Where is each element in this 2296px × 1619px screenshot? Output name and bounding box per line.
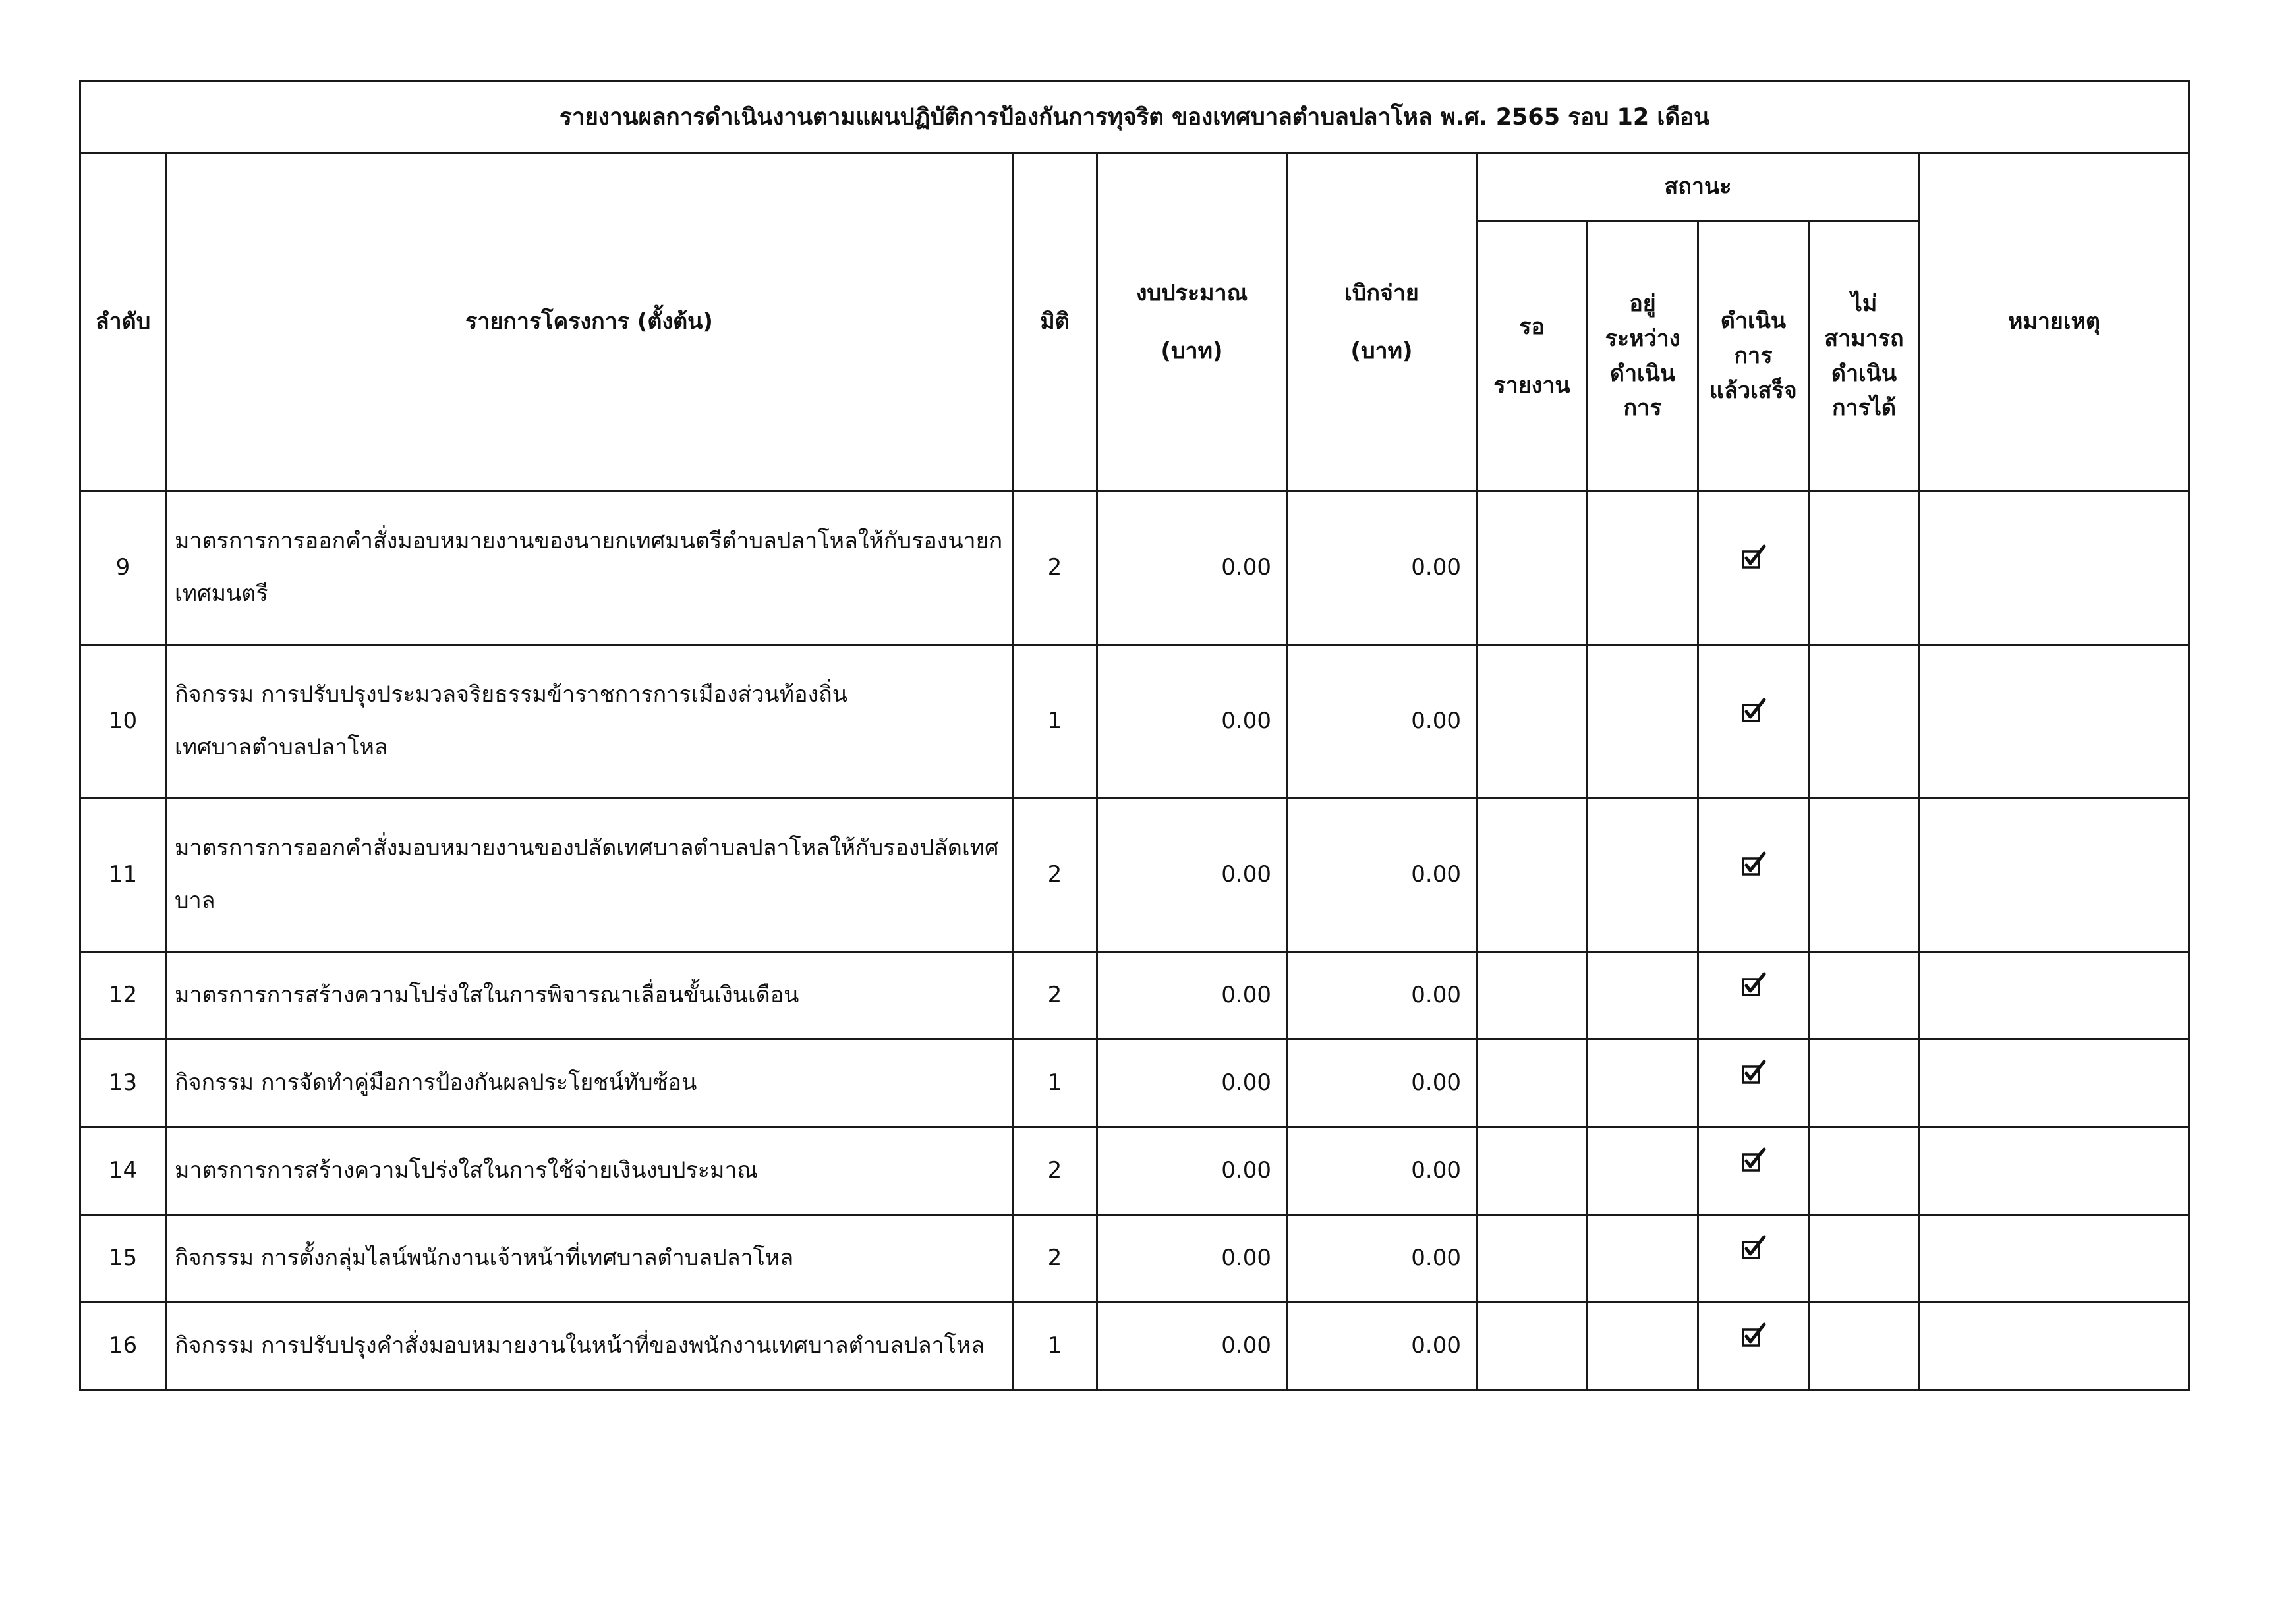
row-disbursed: 0.00 bbox=[1287, 492, 1477, 645]
row-project-name bbox=[166, 492, 1013, 645]
header-status-group: สถานะ bbox=[1477, 154, 1920, 221]
report-title: รายงานผลการดำเนินงานตามแผนปฏิบัติการป้องกันการทุจริต ของเทศบาลตำบลปลาโหล พ.ศ. 2565 รอบ 12 เดือน bbox=[80, 82, 2189, 154]
row-status-completed bbox=[1698, 952, 1809, 1040]
row-status-in-progress bbox=[1588, 645, 1698, 799]
row-status-unable bbox=[1809, 1127, 1920, 1215]
row-project-name bbox=[166, 952, 1013, 1040]
row-dimension: 2 bbox=[1013, 799, 1097, 952]
row-project-name-line: เทศบาลตำบลปลาโหล bbox=[175, 734, 388, 760]
header-status-unable-line4: การได้ bbox=[1831, 395, 1897, 422]
row-budget: 0.00 bbox=[1097, 799, 1287, 952]
row-remarks bbox=[1920, 799, 2189, 952]
row-disbursed: 0.00 bbox=[1287, 1040, 1477, 1127]
checkbox-checked-icon bbox=[1741, 1059, 1766, 1085]
row-status-completed bbox=[1698, 799, 1809, 952]
row-status-unable bbox=[1809, 492, 1920, 645]
row-seq: 11 bbox=[80, 799, 166, 952]
row-status-waiting bbox=[1477, 1215, 1588, 1303]
row-status-unable bbox=[1809, 952, 1920, 1040]
row-status-unable bbox=[1809, 1040, 1920, 1127]
header-status-in-progress-line1: อยู่ bbox=[1629, 291, 1656, 318]
row-status-in-progress bbox=[1588, 1215, 1698, 1303]
row-dimension: 1 bbox=[1013, 645, 1097, 799]
row-dimension: 2 bbox=[1013, 492, 1097, 645]
table-row bbox=[80, 952, 2189, 1040]
row-project-name-line: กิจกรรม การปรับปรุงประมวลจริยธรรมข้าราชการการเมืองส่วนท้องถิ่น bbox=[175, 681, 847, 708]
checkbox-checked-icon bbox=[1741, 1234, 1766, 1261]
row-project-name bbox=[166, 1303, 1013, 1390]
row-disbursed: 0.00 bbox=[1287, 799, 1477, 952]
row-seq: 14 bbox=[80, 1127, 166, 1215]
row-seq: 13 bbox=[80, 1040, 166, 1127]
row-remarks bbox=[1920, 1040, 2189, 1127]
row-dimension: 2 bbox=[1013, 1215, 1097, 1303]
row-project-name bbox=[166, 645, 1013, 799]
header-budget-line2: (บาท) bbox=[1161, 338, 1223, 364]
row-status-unable bbox=[1809, 1215, 1920, 1303]
row-status-in-progress bbox=[1588, 799, 1698, 952]
row-status-waiting bbox=[1477, 952, 1588, 1040]
row-project-name-line: มาตรการการออกคำสั่งมอบหมายงานของนายกเทศมนตรีตำบลปลาโหลให้กับรองนายก bbox=[175, 528, 1003, 555]
row-status-unable bbox=[1809, 1303, 1920, 1390]
row-status-completed bbox=[1698, 645, 1809, 799]
row-disbursed: 0.00 bbox=[1287, 1127, 1477, 1215]
header-status-in-progress bbox=[1588, 221, 1698, 492]
row-status-in-progress bbox=[1588, 492, 1698, 645]
row-status-waiting bbox=[1477, 799, 1588, 952]
row-disbursed: 0.00 bbox=[1287, 952, 1477, 1040]
row-project-name-line: มาตรการการออกคำสั่งมอบหมายงานของปลัดเทศบาลตำบลปลาโหลให้กับรองปลัดเทศ bbox=[175, 835, 999, 862]
row-seq: 9 bbox=[80, 492, 166, 645]
row-remarks bbox=[1920, 492, 2189, 645]
row-seq: 10 bbox=[80, 645, 166, 799]
header-remarks: หมายเหตุ bbox=[1920, 154, 2189, 492]
header-status-unable bbox=[1809, 221, 1920, 492]
header-status-unable-line3: ดำเนิน bbox=[1831, 360, 1897, 387]
row-status-in-progress bbox=[1588, 1127, 1698, 1215]
row-remarks bbox=[1920, 1215, 2189, 1303]
checkbox-checked-icon bbox=[1741, 544, 1766, 570]
checkbox-checked-icon bbox=[1741, 697, 1766, 724]
header-status-completed-line1: ดำเนิน bbox=[1720, 308, 1787, 335]
checkbox-checked-icon bbox=[1741, 1147, 1766, 1173]
header-disbursed-line2: (บาท) bbox=[1350, 338, 1413, 364]
row-status-completed bbox=[1698, 492, 1809, 645]
row-budget: 0.00 bbox=[1097, 492, 1287, 645]
row-status-completed bbox=[1698, 1303, 1809, 1390]
row-status-in-progress bbox=[1588, 1040, 1698, 1127]
row-budget: 0.00 bbox=[1097, 1215, 1287, 1303]
header-status-completed-line2: การ bbox=[1734, 343, 1773, 370]
row-project-name-line: เทศมนตรี bbox=[175, 581, 268, 607]
table-row bbox=[80, 492, 2189, 645]
row-status-waiting bbox=[1477, 645, 1588, 799]
header-status-unable-line2: สามารถ bbox=[1824, 325, 1904, 352]
row-project-name bbox=[166, 1127, 1013, 1215]
row-remarks bbox=[1920, 952, 2189, 1040]
header-budget-line1: งบประมาณ bbox=[1135, 279, 1248, 306]
header-disbursed-line1: เบิกจ่าย bbox=[1344, 279, 1419, 306]
row-status-completed bbox=[1698, 1040, 1809, 1127]
row-budget: 0.00 bbox=[1097, 1127, 1287, 1215]
row-remarks bbox=[1920, 1127, 2189, 1215]
row-project-name-line: มาตรการการสร้างความโปร่งใสในการพิจารณาเลื่อนขั้นเงินเดือน bbox=[175, 982, 799, 1009]
row-dimension: 1 bbox=[1013, 1040, 1097, 1127]
header-dimension: มิติ bbox=[1013, 154, 1097, 492]
row-status-completed bbox=[1698, 1215, 1809, 1303]
row-seq: 16 bbox=[80, 1303, 166, 1390]
report-table bbox=[79, 80, 2190, 1391]
row-seq: 15 bbox=[80, 1215, 166, 1303]
table-row bbox=[80, 645, 2189, 799]
row-budget: 0.00 bbox=[1097, 952, 1287, 1040]
row-dimension: 2 bbox=[1013, 1127, 1097, 1215]
table-row bbox=[80, 799, 2189, 952]
row-project-name-line: กิจกรรม การตั้งกลุ่มไลน์พนักงานเจ้าหน้าที่เทศบาลตำบลปลาโหล bbox=[175, 1245, 794, 1272]
row-project-name bbox=[166, 1215, 1013, 1303]
row-project-name-line: บาล bbox=[175, 888, 215, 914]
row-dimension: 1 bbox=[1013, 1303, 1097, 1390]
row-budget: 0.00 bbox=[1097, 1303, 1287, 1390]
row-remarks bbox=[1920, 645, 2189, 799]
header-status-waiting bbox=[1477, 221, 1588, 492]
row-remarks bbox=[1920, 1303, 2189, 1390]
header-status-unable-line1: ไม่ bbox=[1851, 291, 1878, 318]
row-project-name-line: กิจกรรม การจัดทำคู่มือการป้องกันผลประโยชน์ทับซ้อน bbox=[175, 1069, 697, 1096]
row-status-waiting bbox=[1477, 1127, 1588, 1215]
header-status-in-progress-line3: ดำเนิน bbox=[1609, 360, 1676, 387]
row-project-name-line: กิจกรรม การปรับปรุงคำสั่งมอบหมายงานในหน้าที่ของพนักงานเทศบาลตำบลปลาโหล bbox=[175, 1332, 985, 1359]
row-status-in-progress bbox=[1588, 952, 1698, 1040]
row-seq: 12 bbox=[80, 952, 166, 1040]
row-budget: 0.00 bbox=[1097, 645, 1287, 799]
table-row bbox=[80, 1303, 2189, 1390]
header-status-completed-line3: แล้วเสร็จ bbox=[1709, 377, 1797, 404]
row-status-waiting bbox=[1477, 1303, 1588, 1390]
row-project-name bbox=[166, 1040, 1013, 1127]
header-status-waiting-line1: รอ bbox=[1519, 314, 1545, 341]
header-status-in-progress-line4: การ bbox=[1623, 395, 1662, 422]
checkbox-checked-icon bbox=[1741, 851, 1766, 877]
row-disbursed: 0.00 bbox=[1287, 1215, 1477, 1303]
row-disbursed: 0.00 bbox=[1287, 1303, 1477, 1390]
header-status-completed bbox=[1698, 221, 1809, 492]
table-row bbox=[80, 1127, 2189, 1215]
table-row bbox=[80, 1215, 2189, 1303]
row-status-unable bbox=[1809, 799, 1920, 952]
row-project-name-line: มาตรการการสร้างความโปร่งใสในการใช้จ่ายเงินงบประมาณ bbox=[175, 1157, 759, 1184]
row-disbursed: 0.00 bbox=[1287, 645, 1477, 799]
row-project-name bbox=[166, 799, 1013, 952]
header-status-in-progress-line2: ระหว่าง bbox=[1605, 325, 1680, 352]
header-project: รายการโครงการ (ตั้งต้น) bbox=[166, 154, 1013, 492]
row-status-completed bbox=[1698, 1127, 1809, 1215]
header-budget bbox=[1097, 154, 1287, 492]
row-status-unable bbox=[1809, 645, 1920, 799]
header-disbursed bbox=[1287, 154, 1477, 492]
table-body bbox=[80, 492, 2189, 1390]
header-seq: ลำดับ bbox=[80, 154, 166, 492]
row-dimension: 2 bbox=[1013, 952, 1097, 1040]
row-status-in-progress bbox=[1588, 1303, 1698, 1390]
row-status-waiting bbox=[1477, 1040, 1588, 1127]
header-status-waiting-line2: รายงาน bbox=[1493, 372, 1570, 399]
checkbox-checked-icon bbox=[1741, 971, 1766, 998]
row-budget: 0.00 bbox=[1097, 1040, 1287, 1127]
checkbox-checked-icon bbox=[1741, 1322, 1766, 1348]
row-status-waiting bbox=[1477, 492, 1588, 645]
table-row bbox=[80, 1040, 2189, 1127]
